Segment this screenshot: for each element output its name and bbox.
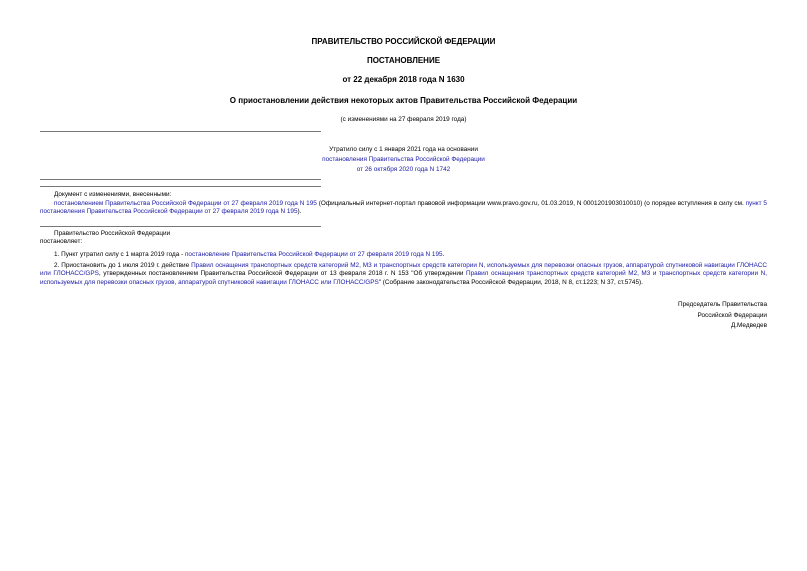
changes-intro-block [40, 191, 767, 199]
rules-approval-link[interactable]: Правил оснащения транспортных средств категорий M2, M3 и транспортных средств категории N, используемых для перевозки опасных грузов, аппаратурой спутниковой навигации ГЛОНАСС или ГЛОНАСС/GPS [40, 270, 767, 286]
signature-position: Председатель Правительства [678, 301, 767, 308]
paragraph-1 [40, 251, 767, 259]
government-block [40, 230, 767, 247]
signature-block [678, 300, 767, 332]
amendments-note: (с изменениями на 27 февраля 2019 года) [340, 116, 467, 123]
paragraph-2-text: 2. Приостановить до 1 июля 2019 г. действие [54, 262, 192, 269]
resolves-text: постановляет: [40, 238, 83, 246]
amendment-link[interactable]: постановлением Правительства Российской Федерации от 27 февраля 2019 года N 195 [54, 200, 317, 207]
paragraph-2-mid: , утвержденных постановлением Правительства Российской Федерации от 13 февраля 2018 г. N 153 "Об утверждении [98, 270, 467, 278]
signature-name: Д.Медведев [730, 322, 767, 329]
expired-text: Утратило силу с 1 января 2021 года на основании [329, 146, 478, 153]
changes-list [40, 200, 767, 217]
date-number: от 22 декабря 2018 года N 1630 [342, 75, 465, 84]
amendment-source: (Официальный интернет-портал правовой информации www.pravo.gov.ru, 01.03.2019, N 0001201903010010) (о порядке вступления в силу см. [316, 200, 746, 207]
doc-type-heading: ПОСТАНОВЛЕНИЕ [366, 56, 441, 65]
expired-link-decree[interactable]: постановления Правительства Российской Федерации [322, 156, 485, 163]
divider [40, 226, 321, 227]
paragraph-2-end: " (Собрание законодательства Российской Федерации, 2018, N 8, ст.1223; N 37, ст.5745). [378, 278, 643, 286]
paragraph-1-link[interactable]: постановление Правительства Российской Федерации от 27 февраля 2019 года N 195 [184, 251, 443, 258]
signature-country: Российской Федерации [697, 311, 767, 319]
amendment-end: ). [297, 208, 302, 216]
divider [40, 186, 321, 187]
expired-link-date[interactable]: от 26 октября 2020 года N 1742 [356, 166, 451, 173]
rules-link[interactable]: Правил оснащения транспортных средств категорий M2, M3 и транспортных средств категории N, используемых для перевозки опасных грузов, аппаратурой спутниковой навигации ГЛОНАСС или ГЛОНАСС/GPS [40, 262, 768, 278]
divider [40, 131, 321, 132]
paragraph-1-text: 1. Пункт утратил силу с 1 марта 2019 года - [54, 251, 185, 258]
changes-intro: Документ с изменениями, внесенными: [54, 191, 172, 198]
government-subject: Правительство Российской Федерации [54, 230, 171, 237]
paragraph-1-end: . [442, 251, 445, 258]
expired-notice [0, 145, 807, 175]
entry-into-force-link[interactable]: пункт 5 постановления Правительства Российской Федерации от 27 февраля 2019 года N 195 [40, 200, 767, 216]
divider [40, 179, 321, 180]
org-heading: ПРАВИТЕЛЬСТВО РОССИЙСКОЙ ФЕДЕРАЦИИ [311, 37, 496, 46]
paragraph-2 [40, 262, 767, 287]
document-title: О приостановлении действия некоторых актов Правительства Российской Федерации [229, 96, 578, 105]
